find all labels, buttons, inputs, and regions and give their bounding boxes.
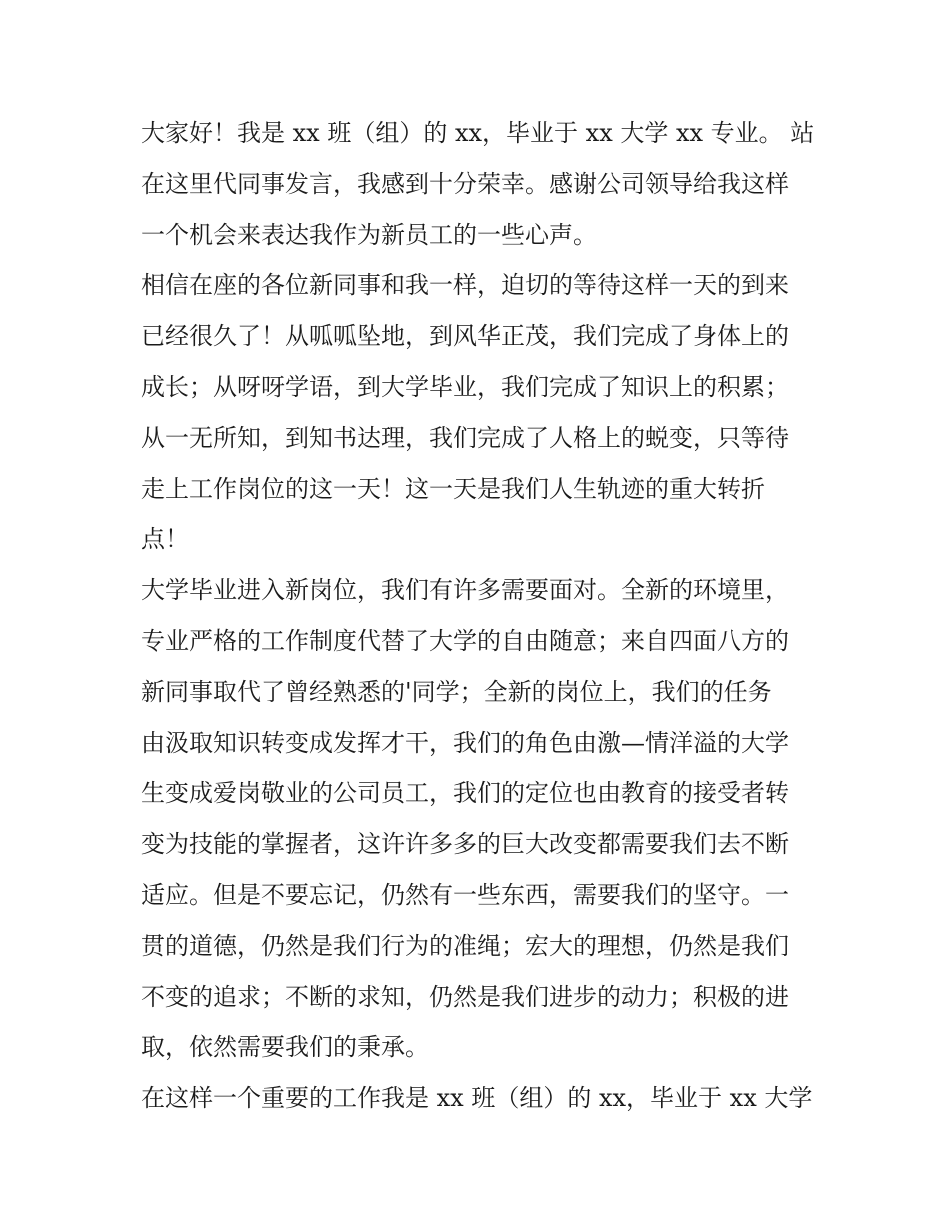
text-line: 成长；从呀呀学语，到大学毕业，我们完成了知识上的积累； <box>141 372 789 401</box>
text-line: 贯的道德，仍然是我们行为的准绳；宏大的理想，仍然是我们 <box>141 931 789 960</box>
text-line: 大学毕业进入新岗位，我们有许多需要面对。全新的环境里， <box>141 576 789 605</box>
text-line: 取，依然需要我们的秉承。 <box>141 1033 429 1062</box>
paragraph-new-position <box>141 565 817 1073</box>
text-line: 从一无所知，到知书达理，我们完成了人格上的蜕变，只等待 <box>141 423 789 452</box>
paragraph-closing <box>141 1073 817 1124</box>
text-line: 相信在座的各位新同事和我一样，迫切的等待这样一天的到来 <box>141 271 789 300</box>
paragraph-greeting <box>141 108 817 260</box>
text-line: 新同事取代了曾经熟悉的'同学；全新的岗位上，我们的任务 <box>141 677 772 706</box>
text-line: 在这里代同事发言，我感到十分荣幸。感谢公司领导给我这样 <box>141 169 789 198</box>
text-line: 由汲取知识转变成发挥才干，我们的角色由激—情洋溢的大学 <box>141 728 789 757</box>
text-line: 适应。但是不要忘记，仍然有一些东西，需要我们的坚守。一 <box>141 880 789 909</box>
paragraph-growth <box>141 260 817 565</box>
text-line: 专业严格的工作制度代替了大学的自由随意；来自四面八方的 <box>141 626 789 655</box>
text-line: 大家好！我是 xx 班（组）的 xx，毕业于 xx 大学 xx 专业。 站 <box>141 119 815 147</box>
text-line: 点！ <box>141 525 189 554</box>
text-line: 不变的追求；不断的求知，仍然是我们进步的动力；积极的进 <box>141 982 789 1011</box>
document-body <box>141 108 817 1124</box>
text-line: 一个机会来表达我作为新员工的一些心声。 <box>141 220 597 249</box>
text-line: 变为技能的掌握者，这许许多多的巨大改变都需要我们去不断 <box>141 830 789 859</box>
text-line: 已经很久了！从呱呱坠地，到风华正茂，我们完成了身体上的 <box>141 322 789 351</box>
text-line: 走上工作岗位的这一天！这一天是我们人生轨迹的重大转折 <box>141 474 765 503</box>
text-line: 在这样一个重要的工作我是 xx 班（组）的 xx，毕业于 xx 大学 <box>141 1084 813 1113</box>
text-line: 生变成爱岗敬业的公司员工，我们的定位也由教育的接受者转 <box>141 779 789 808</box>
